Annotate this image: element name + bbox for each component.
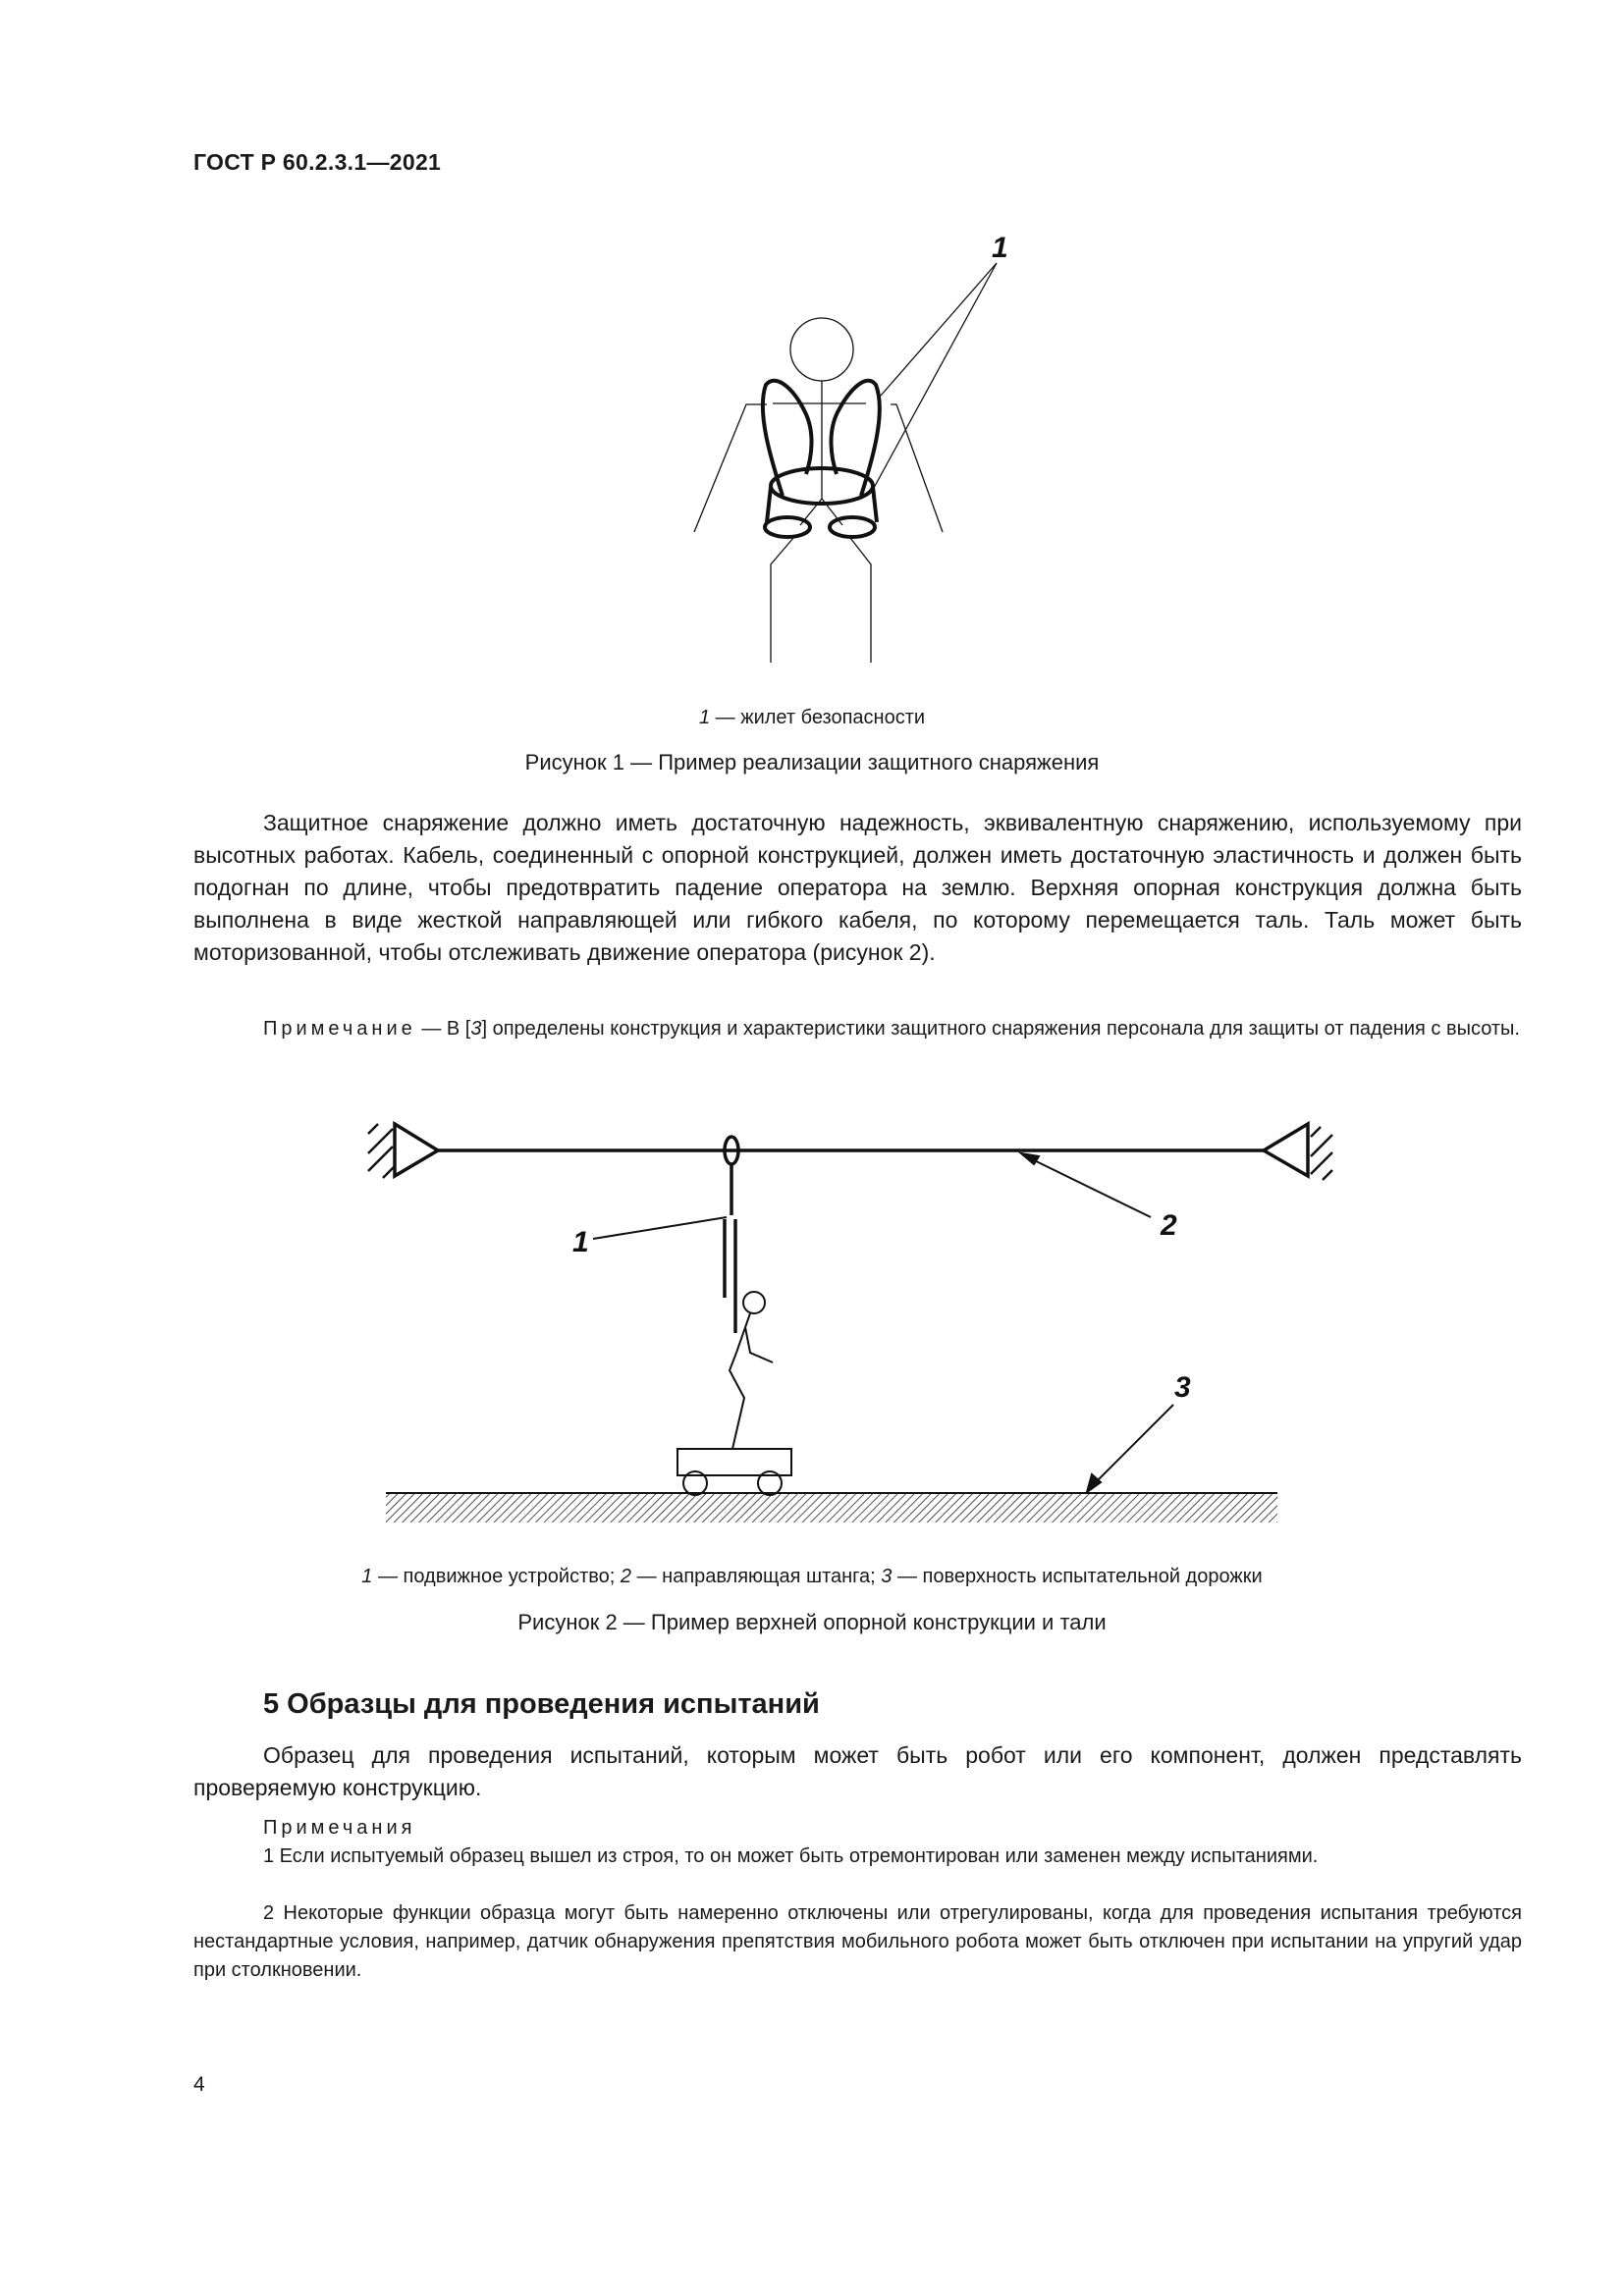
note-label: Примечание [263,1018,416,1040]
page-number: 4 [193,2073,205,2096]
legend-text: — жилет безопасности [710,707,926,728]
notes-label [193,1814,1522,1842]
body-paragraph: Образец для проведения испытаний, которым может быть робот или его компонент, должен представлять проверяемую конструкцию. [193,1742,1522,1800]
figure-2-callout-3: 3 [1174,1371,1191,1404]
document-id-header: ГОСТ Р 60.2.3.1—2021 [193,149,442,175]
figure-2-overhead-support-diagram [0,1080,1624,1541]
legend-number: 3 [881,1566,893,1587]
figure-2-callout-2: 2 [1161,1209,1177,1242]
note-item: 2 Некоторые функции образца могут быть намеренно отключены или отрегулированы, когда для проведения испытания требуются нестандартные условия, например, датчик обнаружения препятствия мобильного робота может быть отключен при испытании на упругий удар при столкновении. [193,1902,1522,1981]
figure-2-caption: Рисунок 2 — Пример верхней опорной конструкции и тали [517,1610,1107,1634]
figure-1-caption: Рисунок 1 — Пример реализации защитного снаряжения [524,750,1100,774]
figure-1-safety-vest-diagram [0,0,1624,707]
legend-number: 2 [620,1566,632,1587]
legend-text: — подвижное устройство; [372,1566,621,1587]
note-text: ] определены конструкция и характеристики защитного снаряжения персонала для защиты от падения с высоты. [481,1018,1520,1040]
body-paragraph: Защитное снаряжение должно иметь достаточную надежность, эквивалентную снаряжению, используемому при высотных работах. Кабель, соединенный с опорной конструкцией, должен иметь достаточную эластичность и должен быть подогнан по длине, чтобы предотвратить падение оператора на землю. Верхняя опорная конструкция должна быть выполнена в виде жесткой направляющей или гибкого кабеля, по которому перемещается таль. Таль может быть моторизованной, чтобы отслеживать движение оператора (рисунок 2). [193,810,1522,965]
note-paragraph [193,1015,1522,1043]
notes-label-text: Примечания [263,1817,416,1839]
legend-text: — поверхность испытательной дорожки [892,1566,1263,1587]
legend-number: 1 [698,707,711,728]
legend-text: — направляющая штанга; [631,1566,882,1587]
legend-number: 1 [361,1566,373,1587]
figure-2-callout-1: 1 [572,1226,589,1258]
section-heading: 5 Образцы для проведения испытаний [263,1688,820,1720]
figure-1-legend [0,707,1624,729]
note-text: — В [ [415,1018,471,1040]
figure-1-callout-1: 1 [992,232,1008,264]
note-item: 1 Если испытуемый образец вышел из строя, то он может быть отремонтирован или заменен между испытаниями. [263,1845,1319,1867]
figure-2-legend [0,1566,1624,1588]
bibliography-reference[interactable]: 3 [470,1018,482,1040]
